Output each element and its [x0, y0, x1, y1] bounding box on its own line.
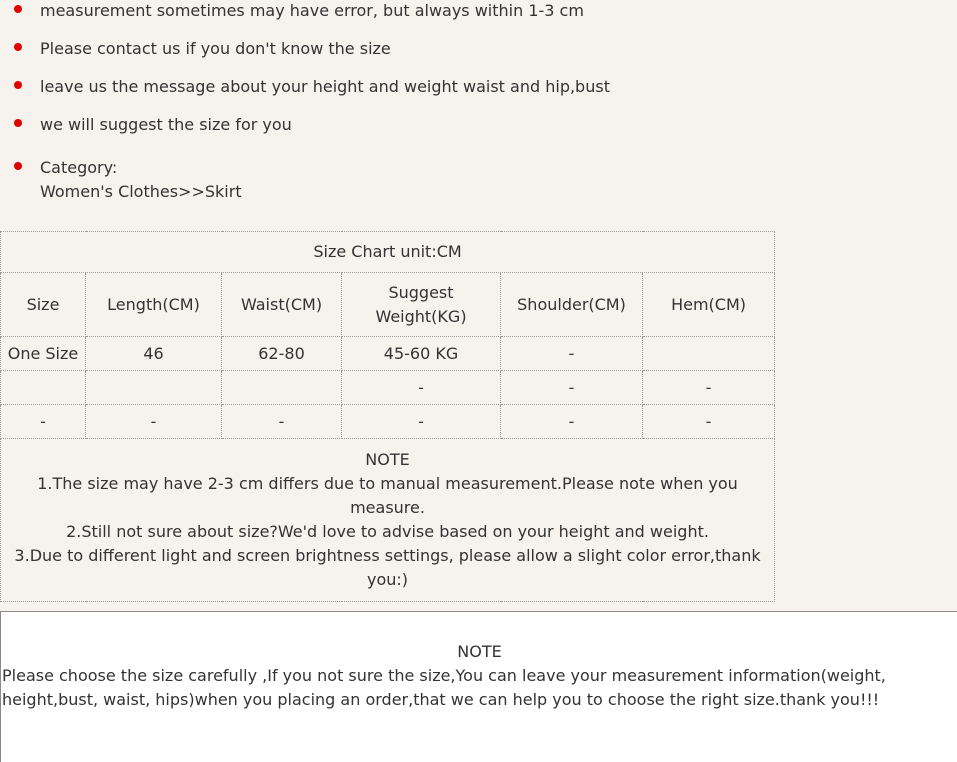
- table-cell: -: [643, 371, 775, 405]
- header-weight: [342, 273, 501, 337]
- table-cell: -: [222, 405, 342, 439]
- table-note-row: [1, 439, 775, 602]
- table-cell: -: [501, 405, 643, 439]
- table-header-row: [1, 273, 775, 337]
- table-row: [1, 405, 775, 439]
- table-cell: [86, 371, 222, 405]
- table-cell: -: [1, 405, 86, 439]
- table-cell: -: [342, 405, 501, 439]
- size-note-title: NOTE: [365, 450, 410, 469]
- header-length: Length(CM): [86, 273, 222, 337]
- table-cell: -: [501, 337, 643, 371]
- table-cell: -: [342, 371, 501, 405]
- table-cell: -: [643, 405, 775, 439]
- table-row: [1, 371, 775, 405]
- bottom-note-title: NOTE: [457, 642, 502, 661]
- table-cell: [1, 371, 86, 405]
- bullet-text: we will suggest the size for you: [40, 115, 292, 134]
- bottom-note-box: [0, 611, 957, 762]
- header-hem: Hem(CM): [643, 273, 775, 337]
- size-note-line: 3.Due to different light and screen brightness settings, please allow a slight color error,thank: [14, 546, 761, 565]
- size-chart-caption: Size Chart unit:CM: [1, 232, 775, 273]
- table-cell: -: [86, 405, 222, 439]
- bullet-dot-icon: [14, 43, 22, 51]
- header-waist: Waist(CM): [222, 273, 342, 337]
- header-size: Size: [1, 273, 86, 337]
- bullet-dot-icon: [14, 119, 22, 127]
- header-weight-line1: Suggest: [388, 282, 454, 302]
- table-caption-row: [1, 232, 775, 273]
- table-cell: 46: [86, 337, 222, 371]
- table-cell: One Size: [1, 337, 86, 371]
- bottom-note-line: Please choose the size carefully ,If you not sure the size,You can leave your measurement information(weight,: [2, 666, 886, 685]
- table-cell: 62-80: [222, 337, 342, 371]
- bullet-text: leave us the message about your height and weight waist and hip,bust: [40, 77, 610, 96]
- header-shoulder: Shoulder(CM): [501, 273, 643, 337]
- table-cell: [222, 371, 342, 405]
- bullet-text: Please contact us if you don't know the size: [40, 39, 391, 58]
- size-note-line: measure.: [350, 498, 425, 517]
- table-cell: -: [501, 371, 643, 405]
- table-cell: [643, 337, 775, 371]
- bottom-note-line: height,bust, waist, hips)when you placing an order,that we can help you to choose the right size.thank you!!!: [2, 690, 880, 709]
- category-value: Women's Clothes>>Skirt: [40, 182, 242, 201]
- size-chart-table: [0, 231, 775, 602]
- table-row: [1, 337, 775, 371]
- category-label: Category:: [40, 158, 118, 177]
- size-note: [1, 439, 775, 602]
- bottom-note-text: [2, 664, 902, 712]
- size-note-line: 2.Still not sure about size?We'd love to advise based on your height and weight.: [66, 522, 709, 541]
- size-note-line: 1.The size may have 2-3 cm differs due to manual measurement.Please note when you: [37, 474, 738, 493]
- bullet-dot-icon: [14, 5, 22, 13]
- header-weight-line2: Weight(KG): [375, 306, 467, 326]
- bullet-dot-icon: [14, 162, 22, 170]
- size-note-line: you:): [367, 570, 409, 589]
- bullet-dot-icon: [14, 81, 22, 89]
- bullet-text: measurement sometimes may have error, but always within 1-3 cm: [40, 1, 584, 20]
- table-cell: 45-60 KG: [342, 337, 501, 371]
